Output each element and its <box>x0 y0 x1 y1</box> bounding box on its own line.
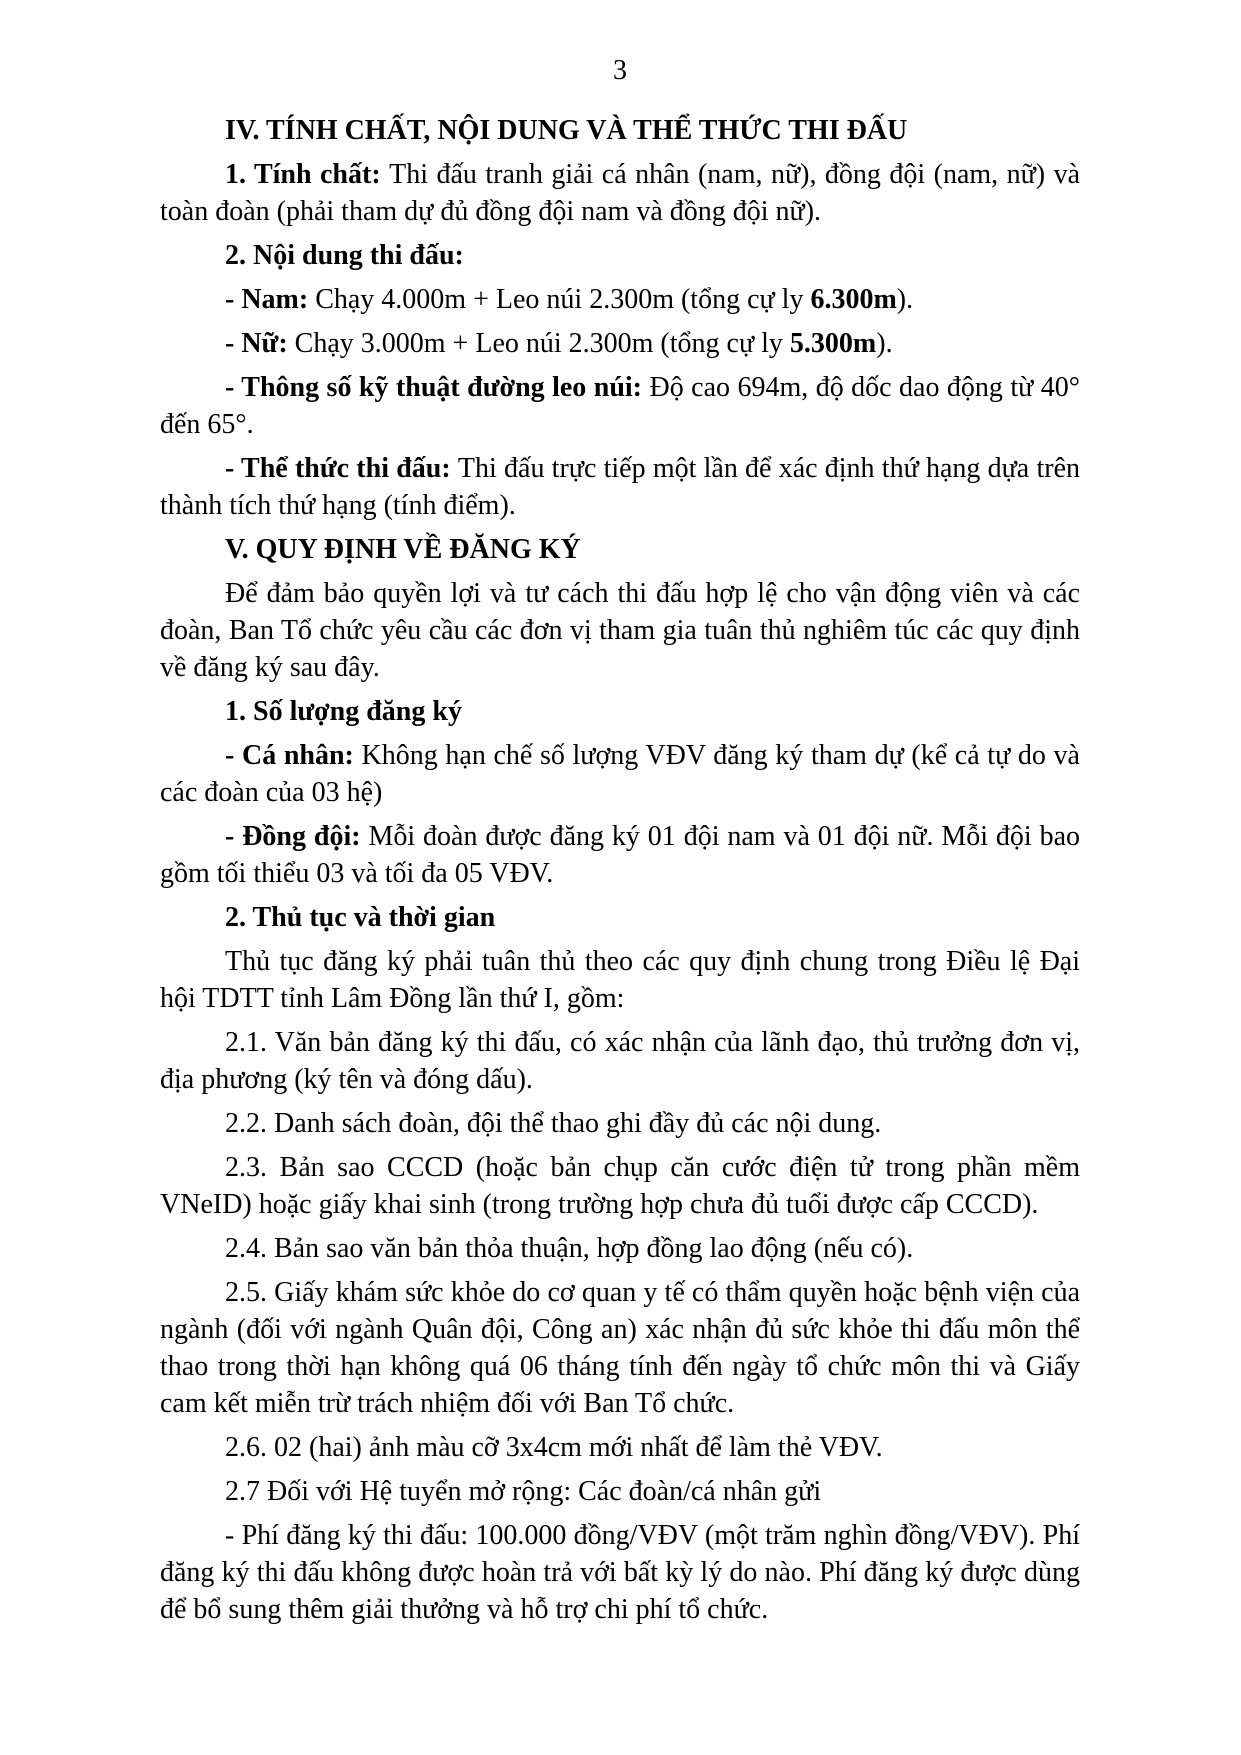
para-2-7 <box>160 1473 1080 1510</box>
text-run: 2.7 Đối với Hệ tuyển mở rộng: Các đoàn/cá nhân gửi <box>225 1476 822 1507</box>
para-2-6 <box>160 1429 1080 1466</box>
page-number: 3 <box>613 55 627 86</box>
para-thong-so-ky-thuat <box>160 369 1080 443</box>
text-run: 2. Thủ tục và thời gian <box>225 902 496 933</box>
text-run: - Thông số kỹ thuật đường leo núi: <box>225 372 650 403</box>
subheading-noi-dung-thi-dau <box>160 237 1080 274</box>
text-run: Chạy 4.000m + Leo núi 2.300m (tổng cự ly <box>315 284 811 315</box>
text-run: Thủ tục đăng ký phải tuân thủ theo các quy định chung trong Điều lệ Đại hội TDTT tỉnh Lâm Đồng lần thứ I, gồm: <box>160 946 1080 1014</box>
para-2-3 <box>160 1149 1080 1223</box>
text-run: - Đồng đội: <box>225 821 369 852</box>
text-run: Không hạn chế số lượng VĐV đăng ký tham dự (kể cả tự do và các đoàn của 03 hệ) <box>160 740 1080 808</box>
text-run: Thi đấu tranh giải cá nhân (nam, nữ), đồng đội (nam, nữ) và toàn đoàn (phải tham dự đủ đồng đội nam và đồng đội nữ). <box>160 159 1080 227</box>
text-run: 2. Nội dung thi đấu: <box>225 240 464 271</box>
text-run: 2.2. Danh sách đoàn, đội thể thao ghi đầy đủ các nội dung. <box>225 1108 882 1139</box>
para-2-4 <box>160 1230 1080 1267</box>
section-heading-v <box>160 531 1080 568</box>
text-run: Mỗi đoàn được đăng ký 01 đội nam và 01 đội nữ. Mỗi đội bao gồm tối thiểu 03 và tối đa 05 VĐV. <box>160 821 1080 889</box>
para-phi-dang-ky <box>160 1517 1080 1628</box>
text-run: Thi đấu trực tiếp một lần để xác định thứ hạng dựa trên thành tích thứ hạng (tính điểm). <box>160 453 1080 521</box>
para-tinh-chat <box>160 156 1080 230</box>
subheading-thu-tuc-thoi-gian <box>160 899 1080 936</box>
text-run: 2.4. Bản sao văn bản thỏa thuận, hợp đồng lao động (nếu có). <box>225 1233 914 1264</box>
para-nu <box>160 325 1080 362</box>
text-run: IV. TÍNH CHẤT, NỘI DUNG VÀ THỂ THỨC THI ĐẤU <box>225 115 908 146</box>
para-the-thuc-thi-dau <box>160 450 1080 524</box>
text-run: ). <box>896 284 914 315</box>
para-thu-tuc-dang-ky <box>160 943 1080 1017</box>
section-heading-iv <box>160 112 1080 149</box>
text-run: 2.5. Giấy khám sức khỏe do cơ quan y tế có thẩm quyền hoặc bệnh viện của ngành (đối với ngành Quân đội, Công an) xác nhận đủ sức khỏe thi đấu môn thể thao trong thời hạn không quá 06 tháng tính đến ngày tổ chức môn thi và Giấy cam kết miễn trừ trách nhiệm đối với Ban Tổ chức. <box>160 1277 1080 1419</box>
para-dong-doi <box>160 818 1080 892</box>
text-run: - Phí đăng ký thi đấu: 100.000 đồng/VĐV (một trăm nghìn đồng/VĐV). Phí đăng ký thi đấu không được hoàn trả với bất kỳ lý do nào. Phí đăng ký được dùng để bổ sung thêm giải thưởng và hỗ trợ chi phí tổ chức. <box>160 1520 1080 1625</box>
text-run: 5.300m <box>789 328 877 359</box>
para-dam-bao-quyen-loi <box>160 575 1080 686</box>
text-run: Chạy 3.000m + Leo núi 2.300m (tổng cự ly <box>294 328 790 359</box>
para-2-2 <box>160 1105 1080 1142</box>
subheading-so-luong-dang-ky <box>160 693 1080 730</box>
text-run: Độ cao 694m, độ dốc dao động từ 40° đến 65°. <box>160 372 1080 440</box>
text-run: 1. Số lượng đăng ký <box>225 696 462 727</box>
text-run: 1. Tính chất: <box>225 159 390 190</box>
text-run: - Nữ: <box>225 328 295 359</box>
text-run: 2.1. Văn bản đăng ký thi đấu, có xác nhận của lãnh đạo, thủ trưởng đơn vị, địa phương (ký tên và đóng dấu). <box>160 1027 1080 1095</box>
text-run: ). <box>876 328 893 359</box>
text-run: V. QUY ĐỊNH VỀ ĐĂNG KÝ <box>225 534 581 565</box>
para-ca-nhan <box>160 737 1080 811</box>
para-2-1 <box>160 1024 1080 1098</box>
para-2-5 <box>160 1274 1080 1422</box>
text-run: 2.3. Bản sao CCCD (hoặc bản chụp căn cước điện tử trong phần mềm VNeID) hoặc giấy khai sinh (trong trường hợp chưa đủ tuổi được cấp CCCD). <box>160 1152 1080 1220</box>
text-run: - Thể thức thi đấu: <box>225 453 458 484</box>
text-run: - Cá nhân: <box>225 740 362 771</box>
text-run: 6.300m <box>810 284 897 315</box>
text-run: - Nam: <box>225 284 316 315</box>
para-nam <box>160 281 1080 318</box>
text-run: Để đảm bảo quyền lợi và tư cách thi đấu hợp lệ cho vận động viên và các đoàn, Ban Tổ chức yêu cầu các đơn vị tham gia tuân thủ nghiêm túc các quy định về đăng ký sau đây. <box>160 578 1080 683</box>
text-run: 2.6. 02 (hai) ảnh màu cỡ 3x4cm mới nhất để làm thẻ VĐV. <box>225 1432 883 1463</box>
